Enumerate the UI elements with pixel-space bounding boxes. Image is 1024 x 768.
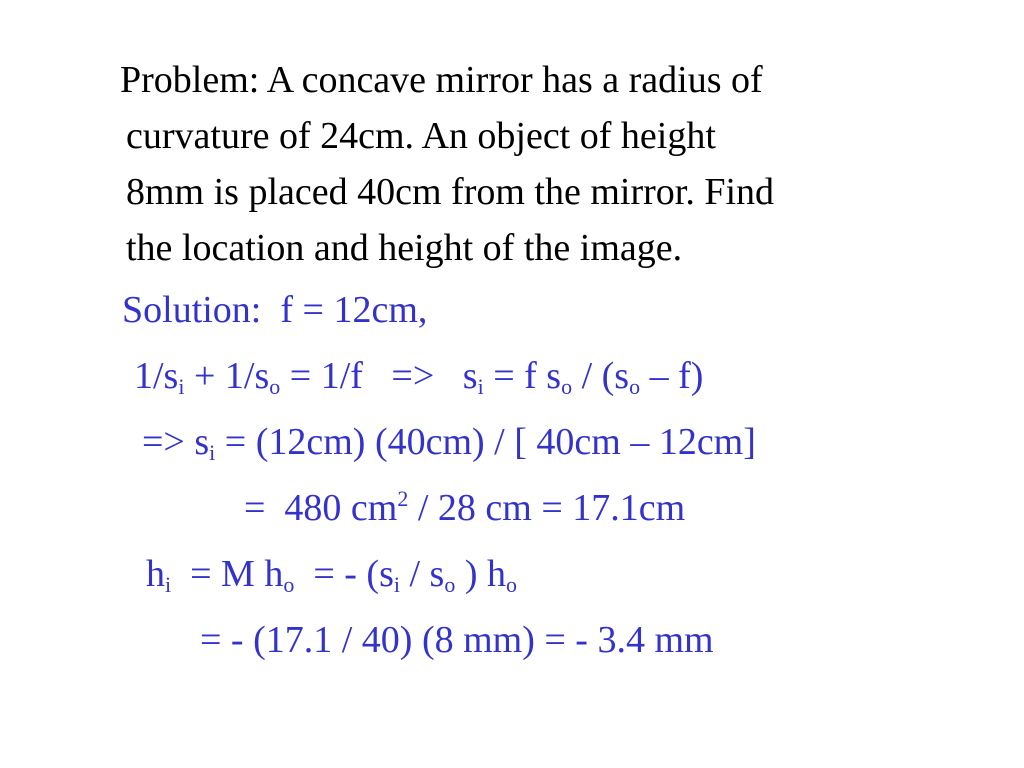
eq-text: => s (142, 421, 210, 463)
image-height-result-line (200, 618, 714, 662)
eq-subscript: o (506, 572, 518, 597)
problem-line: 8mm is placed 40cm from the mirror. Find (126, 171, 775, 213)
eq-subscript: o (629, 374, 641, 399)
mirror-equation-line (134, 354, 703, 398)
eq-subscript: i (393, 572, 400, 597)
eq-superscript: 2 (397, 486, 409, 511)
eq-text: h (146, 553, 165, 595)
eq-subscript: i (477, 374, 484, 399)
eq-text: = 480 cm (244, 487, 398, 529)
eq-text: = - (17.1 / 40) (8 mm) = - 3.4 mm (200, 619, 714, 661)
eq-subscript: o (444, 572, 456, 597)
eq-text: + 1/s (184, 355, 270, 397)
eq-text: / 28 cm = 17.1cm (408, 487, 686, 529)
eq-subscript: o (283, 572, 295, 597)
magnification-equation-line (146, 552, 517, 596)
eq-subscript: i (209, 440, 216, 465)
eq-text: = - (s (294, 553, 394, 595)
problem-line: Problem: A concave mirror has a radius of (120, 59, 763, 101)
eq-text: ) h (455, 553, 507, 595)
eq-subscript: i (165, 572, 172, 597)
eq-subscript: o (561, 374, 573, 399)
eq-text: = 1/f => s (280, 355, 478, 397)
eq-text: = f s (483, 355, 562, 397)
eq-text: / s (400, 553, 445, 595)
eq-text: = (12cm) (40cm) / [ 40cm – 12cm] (215, 421, 756, 463)
eq-text: – f) (640, 355, 704, 397)
eq-text: 1/s (134, 355, 179, 397)
solution-line-text: Solution: f = 12cm, (122, 289, 428, 331)
problem-statement (120, 52, 940, 276)
problem-line: curvature of 24cm. An object of height (126, 115, 716, 157)
problem-line: the location and height of the image. (126, 227, 683, 269)
solution-heading (122, 288, 427, 332)
eq-text: = M h (171, 553, 284, 595)
eq-subscript: i (178, 374, 185, 399)
eq-subscript: o (269, 374, 281, 399)
eq-text: / (s (572, 355, 630, 397)
image-distance-substitution-line (142, 420, 756, 464)
image-distance-result-line (244, 486, 685, 530)
